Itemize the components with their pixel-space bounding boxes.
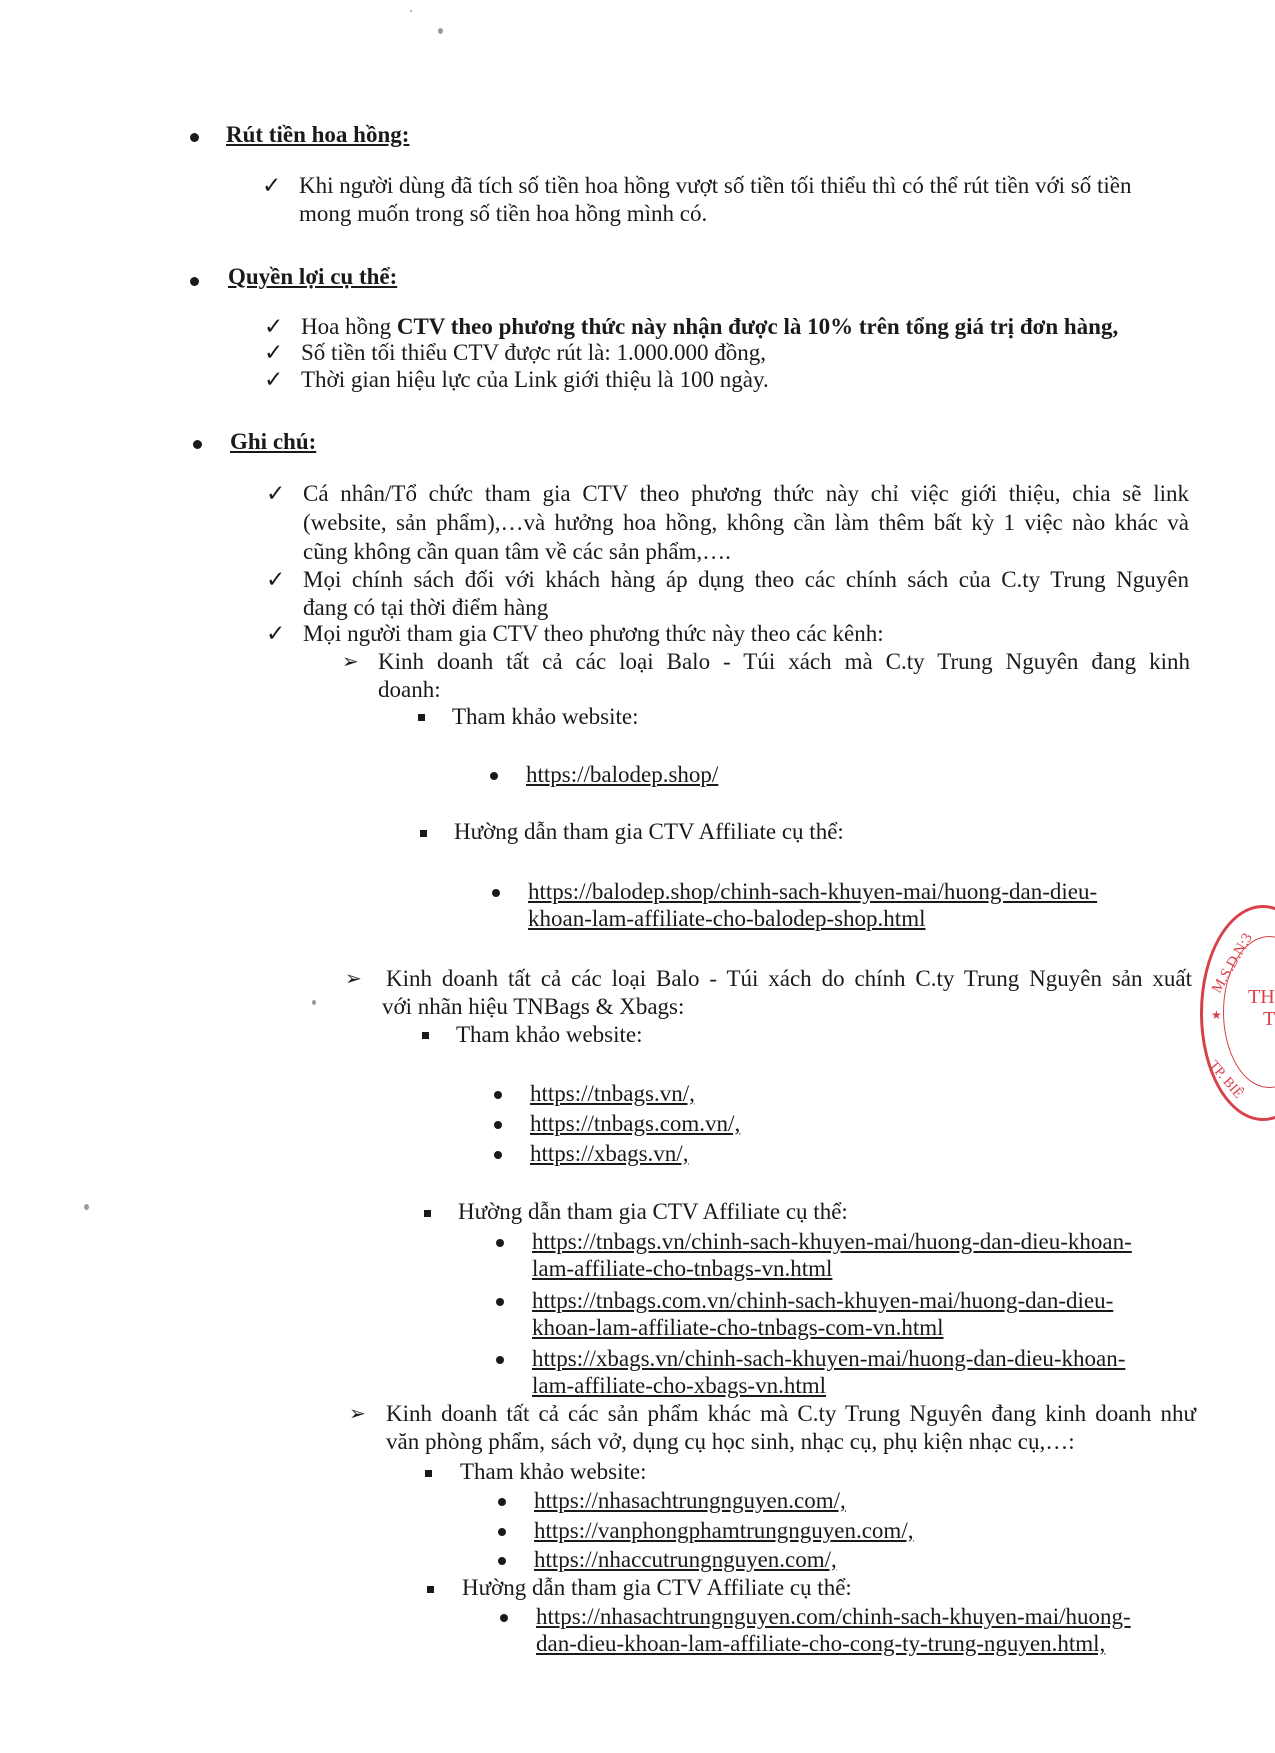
channel-2-ref-link-1[interactable]: https://tnbags.vn/, bbox=[530, 1081, 695, 1106]
channel-3-guide-link-line-2[interactable]: dan-dieu-khoan-lam-affiliate-cho-cong-ty-trung-nguyen.html, bbox=[536, 1631, 1106, 1656]
company-seal-clip bbox=[1180, 890, 1275, 1130]
benefit-validity: Thời gian hiệu lực của Link giới thiệu là 100 ngày. bbox=[301, 367, 769, 392]
link-bullet bbox=[494, 1091, 502, 1099]
channel-1-ref-label: Tham khảo website: bbox=[452, 704, 639, 729]
benefits-heading: Quyền lợi cụ thể: bbox=[228, 264, 398, 289]
channel-2-guide-link-2-line-1[interactable]: https://tnbags.com.vn/chinh-sach-khuyen-mai/huong-dan-dieu- bbox=[532, 1288, 1114, 1313]
note-1-line-3: cũng không cần quan tâm về các sản phẩm,…. bbox=[303, 539, 731, 564]
benefit-commission-bold: CTV theo phương thức này nhận được là 10% trên tổng giá trị đơn hàng, bbox=[396, 314, 1119, 339]
channel-1-guide-link-line-2[interactable]: khoan-lam-affiliate-cho-balodep-shop.html bbox=[528, 906, 926, 931]
section-bullet bbox=[190, 133, 199, 142]
benefit-commission bbox=[301, 313, 1118, 341]
link-bullet bbox=[498, 1528, 506, 1536]
note-3: Mọi người tham gia CTV theo phương thức này theo các kênh: bbox=[303, 621, 884, 646]
channel-3-line-1: Kinh doanh tất cả các sản phẩm khác mà C.ty Trung Nguyên đang kinh doanh như bbox=[386, 1401, 1196, 1426]
link-bullet bbox=[490, 772, 498, 780]
channel-3-ref-label: Tham khảo website: bbox=[460, 1459, 647, 1484]
channel-1-line-2: doanh: bbox=[378, 677, 441, 702]
withdraw-line-1: Khi người dùng đã tích số tiền hoa hồng vượt số tiền tối thiểu thì có thể rút tiền với số tiền bbox=[299, 173, 1132, 198]
square-bullet bbox=[427, 1586, 434, 1593]
link-bullet bbox=[494, 1151, 502, 1159]
channel-3-guide-label: Hường dẫn tham gia CTV Affiliate cụ thể: bbox=[462, 1575, 852, 1600]
channel-1-ref-link[interactable]: https://balodep.shop/ bbox=[526, 762, 719, 787]
channel-3-guide-link-line-1[interactable]: https://nhasachtrungnguyen.com/chinh-sach-khuyen-mai/huong- bbox=[536, 1604, 1131, 1629]
company-seal bbox=[1200, 905, 1275, 1121]
square-bullet bbox=[420, 830, 427, 837]
channel-2-guide-link-1-line-2[interactable]: lam-affiliate-cho-tnbags-vn.html bbox=[532, 1256, 833, 1281]
seal-center-text-2: T bbox=[1263, 1008, 1275, 1030]
seal-bottom-text: TP. BIÊ bbox=[1205, 1058, 1246, 1102]
channel-2-guide-label: Hường dẫn tham gia CTV Affiliate cụ thể: bbox=[458, 1199, 848, 1224]
channel-2-guide-link-3-line-1[interactable]: https://xbags.vn/chinh-sach-khuyen-mai/huong-dan-dieu-khoan- bbox=[532, 1346, 1126, 1371]
square-bullet bbox=[418, 714, 425, 721]
channel-3-ref-link-2[interactable]: https://vanphongphamtrungnguyen.com/, bbox=[534, 1518, 914, 1543]
link-bullet bbox=[496, 1298, 504, 1306]
channel-3-line-2: văn phòng phẩm, sách vở, dụng cụ học sinh, nhạc cụ, phụ kiện nhạc cụ,…: bbox=[386, 1429, 1075, 1454]
channel-2-ref-link-3[interactable]: https://xbags.vn/, bbox=[530, 1141, 689, 1166]
note-1-line-1: Cá nhân/Tổ chức tham gia CTV theo phương thức này chỉ việc giới thiệu, chia sẽ link bbox=[303, 481, 1189, 506]
square-bullet bbox=[424, 1210, 431, 1217]
benefit-minimum: Số tiền tối thiểu CTV được rút là: 1.000.000 đồng, bbox=[301, 340, 767, 365]
check-icon: ✓ bbox=[264, 314, 284, 339]
check-icon: ✓ bbox=[262, 173, 282, 198]
benefit-commission-prefix: Hoa hồng bbox=[301, 314, 397, 339]
link-bullet bbox=[496, 1356, 504, 1364]
channel-2-line-1: Kinh doanh tất cả các loại Balo - Túi xách do chính C.ty Trung Nguyên sản xuất bbox=[386, 966, 1192, 991]
arrow-icon: ➢ bbox=[342, 651, 359, 673]
seal-center-text: TH bbox=[1248, 986, 1275, 1008]
scan-speck bbox=[312, 1000, 316, 1005]
channel-2-guide-link-2-line-2[interactable]: khoan-lam-affiliate-cho-tnbags-com-vn.html bbox=[532, 1315, 944, 1340]
scan-speck bbox=[438, 28, 443, 34]
section-bullet bbox=[193, 440, 202, 449]
check-icon: ✓ bbox=[266, 481, 286, 506]
channel-2-guide-link-1-line-1[interactable]: https://tnbags.vn/chinh-sach-khuyen-mai/huong-dan-dieu-khoan- bbox=[532, 1229, 1132, 1254]
link-bullet bbox=[498, 1498, 506, 1506]
seal-star-icon: ★ bbox=[1211, 1008, 1222, 1022]
channel-1-guide-link-line-1[interactable]: https://balodep.shop/chinh-sach-khuyen-mai/huong-dan-dieu- bbox=[528, 879, 1098, 904]
channel-1-guide-label: Hường dẫn tham gia CTV Affiliate cụ thể: bbox=[454, 819, 844, 844]
arrow-icon: ➢ bbox=[349, 1403, 366, 1425]
link-bullet bbox=[500, 1614, 508, 1622]
channel-2-line-2: với nhãn hiệu TNBags & Xbags: bbox=[382, 994, 685, 1019]
check-icon: ✓ bbox=[264, 367, 284, 392]
square-bullet bbox=[422, 1032, 429, 1039]
link-bullet bbox=[498, 1557, 506, 1565]
note-2-line-2: đang có tại thời điểm hàng bbox=[303, 595, 549, 620]
scan-speck bbox=[410, 10, 412, 12]
link-bullet bbox=[494, 1121, 502, 1129]
link-bullet bbox=[492, 889, 500, 897]
channel-2-ref-label: Tham khảo website: bbox=[456, 1022, 643, 1047]
channel-2-guide-link-3-line-2[interactable]: lam-affiliate-cho-xbags-vn.html bbox=[532, 1373, 827, 1398]
scan-speck bbox=[84, 1204, 89, 1210]
note-2-line-1: Mọi chính sách đối với khách hàng áp dụng theo các chính sách của C.ty Trung Nguyên bbox=[303, 567, 1189, 592]
check-icon: ✓ bbox=[266, 621, 286, 646]
section-bullet bbox=[190, 277, 199, 286]
channel-3-ref-link-1[interactable]: https://nhasachtrungnguyen.com/, bbox=[534, 1488, 846, 1513]
notes-heading: Ghi chú: bbox=[230, 429, 317, 454]
withdraw-line-2: mong muốn trong số tiền hoa hồng mình có. bbox=[299, 201, 708, 226]
arrow-icon: ➢ bbox=[345, 968, 362, 990]
withdraw-heading: Rút tiền hoa hồng: bbox=[226, 122, 410, 147]
check-icon: ✓ bbox=[266, 567, 286, 592]
seal-ring-text: M.S.D.N:3 bbox=[1209, 930, 1256, 996]
link-bullet bbox=[496, 1239, 504, 1247]
channel-1-line-1: Kinh doanh tất cả các loại Balo - Túi xách mà C.ty Trung Nguyên đang kinh bbox=[378, 649, 1190, 674]
check-icon: ✓ bbox=[264, 340, 284, 365]
channel-2-ref-link-2[interactable]: https://tnbags.com.vn/, bbox=[530, 1111, 741, 1136]
note-1-line-2: (website, sản phẩm),…và hưởng hoa hồng, không cần làm thêm bất kỳ 1 việc nào khác và bbox=[303, 510, 1189, 535]
square-bullet bbox=[425, 1470, 432, 1477]
channel-3-ref-link-3[interactable]: https://nhaccutrungnguyen.com/, bbox=[534, 1547, 837, 1572]
